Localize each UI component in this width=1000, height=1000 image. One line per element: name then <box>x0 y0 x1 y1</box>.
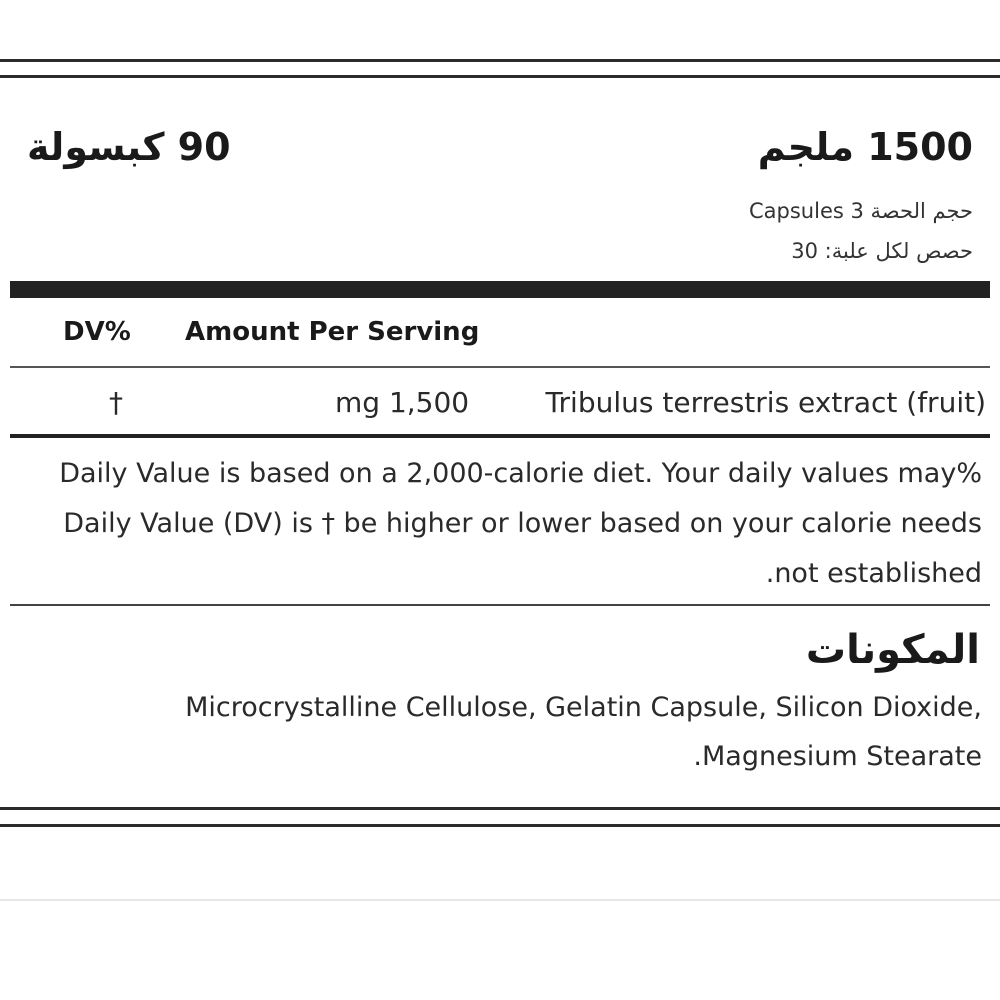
footnote-line-1: Daily Value is based on a 2,000-calorie diet. Your daily values may% <box>59 458 982 489</box>
capsules-count: 90 كبسولة <box>27 125 231 169</box>
footnote-divider <box>10 604 990 606</box>
row-dv: † <box>109 386 123 419</box>
bottom-divider-1 <box>0 807 1000 810</box>
top-divider-1 <box>0 59 1000 62</box>
header-divider <box>10 366 990 368</box>
dv-column-header: DV% <box>63 317 131 347</box>
bottom-faint-line <box>0 899 1000 901</box>
row-divider <box>10 434 990 438</box>
footnote-line-2: Daily Value (DV) is † be higher or lower based on your calorie needs <box>63 508 982 539</box>
ingredients-line-2: .Magnesium Stearate <box>693 741 982 772</box>
bottom-divider-2 <box>0 824 1000 827</box>
serving-size: حجم الحصة 3 Capsules <box>749 199 973 223</box>
ingredients-title: المكونات <box>805 627 980 673</box>
top-divider-2 <box>0 75 1000 78</box>
row-amount: mg 1,500 <box>335 386 470 419</box>
footnote-line-3: .not established <box>765 558 982 589</box>
row-ingredient-name: Tribulus terrestris extract (fruit) <box>545 386 986 419</box>
product-strength: 1500 ملجم <box>757 125 973 169</box>
servings-per-container: حصص لكل علبة: 30 <box>791 239 973 263</box>
amount-column-header: Amount Per Serving <box>185 317 480 347</box>
ingredients-line-1: Microcrystalline Cellulose, Gelatin Capsule, Silicon Dioxide, <box>185 692 982 723</box>
thick-divider <box>10 281 990 298</box>
